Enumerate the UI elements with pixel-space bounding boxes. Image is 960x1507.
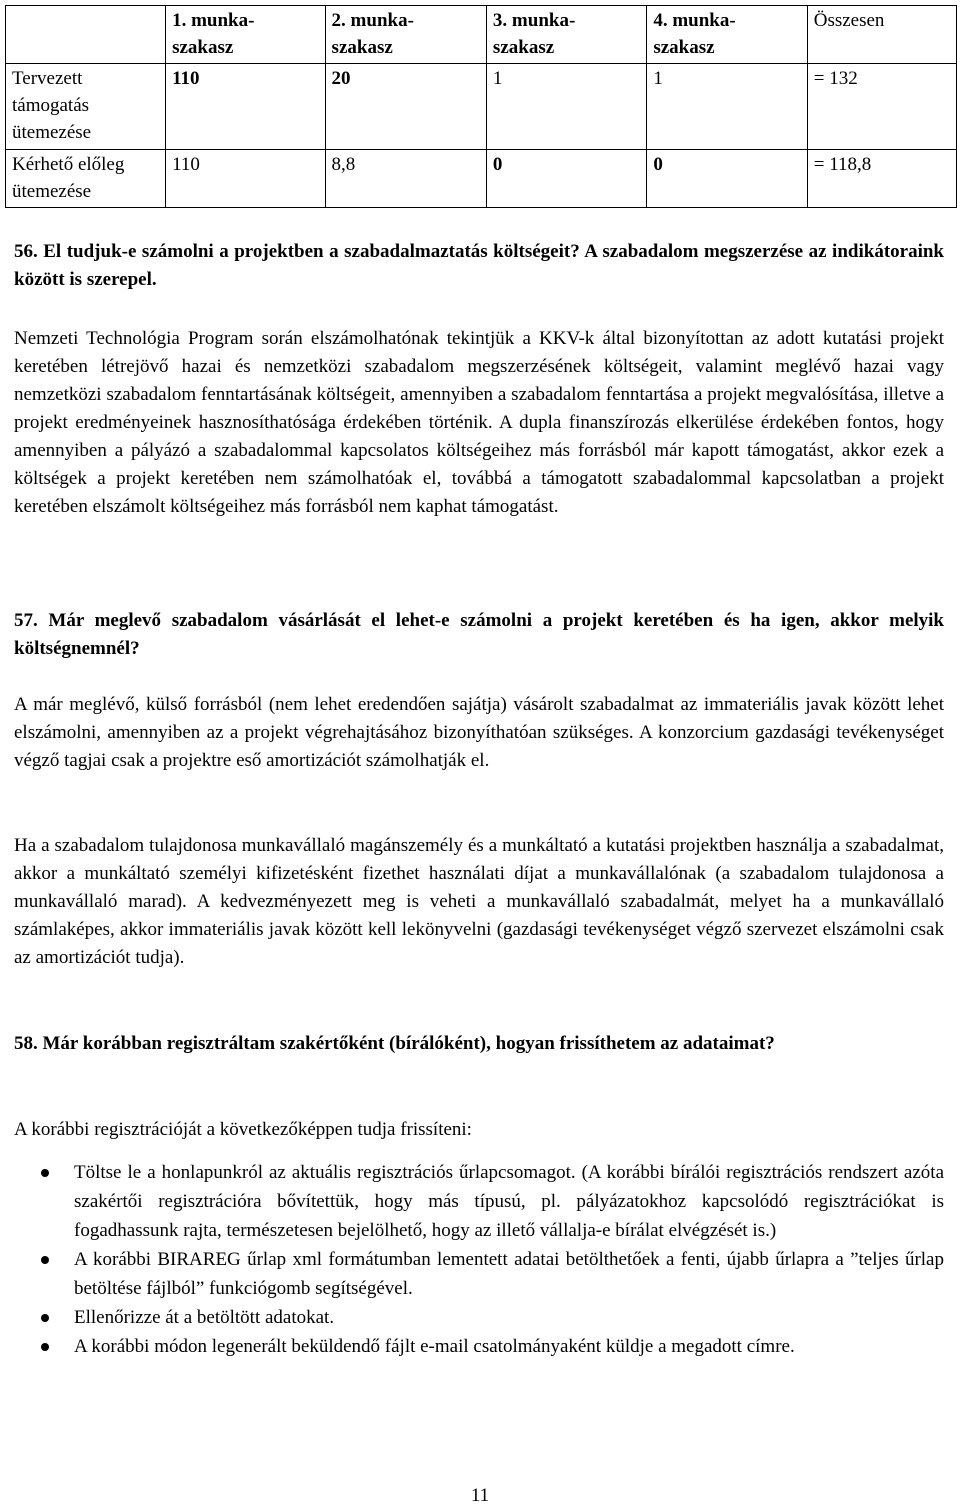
bullet-icon [41, 1314, 49, 1322]
table-header-cell: 1. munka- szakasz [166, 6, 325, 64]
table-cell: 8,8 [325, 150, 486, 208]
bullet-icon [41, 1256, 49, 1264]
table-row [6, 64, 957, 150]
table-cell: 0 [486, 150, 646, 208]
row-label: Tervezett támogatás ütemezése [6, 64, 166, 150]
instruction-list [14, 1158, 944, 1361]
question-58: 58. Már korábban regisztráltam szakértőként (bírálóként), hogyan frissíthetem az adataimat? [14, 1033, 775, 1054]
table-cell: 1 [647, 64, 807, 150]
page-number: 11 [470, 1485, 490, 1506]
table-cell: = 118,8 [807, 150, 956, 208]
answer-57-paragraph-1: A már meglévő, külső forrásból (nem lehet eredendően sajátja) vásárolt szabadalmat az immateriális javak között lehet elszámolni, amennyiben az a projekt végrehajtásához bizonyíthatóan szükséges. A konzorcium gazdasági tevékenységet végző tagjai csak a projektre eső amortizációt számolhatják el. [14, 694, 944, 771]
table-cell: 110 [166, 150, 325, 208]
table-cell: 20 [325, 64, 486, 150]
list-item [14, 1158, 944, 1245]
answer-57-paragraph-2: Ha a szabadalom tulajdonosa munkavállaló magánszemély és a munkáltató a kutatási projektben használja a szabadalmat, akkor a munkáltató személyi kifizetésként fizethet használati díjat a munkavállalónak (a szabadalom tulajdonosa a munkavállaló marad). A kedvezményezett meg is veheti a munkavállaló szabadalmát, melyet ha a munkavállaló számlaképes, akkor immateriális javak között kell lekönyvelni (gazdasági tevékenységet végző szervezet elszámolni csak az amortizációt tudja). [14, 835, 944, 968]
table-row [6, 150, 957, 208]
bullet-icon [41, 1343, 49, 1351]
list-item-text: Töltse le a honlapunkról az aktuális regisztrációs űrlapcsomagot. (A korábbi bírálói regisztrációs rendszert azóta szakértői regisztrációra bővítettük, hogy más típusú, pl. pályázatokhoz kapcsolódó regisztrációkat is fogadhassunk rajta, természetesen bejelölhető, hogy az illető vállalja-e bírálat elvégzését is.) [74, 1162, 944, 1241]
table-cell: 1 [486, 64, 646, 150]
list-item-text: Ellenőrizze át a betöltött adatokat. [74, 1307, 335, 1328]
schedule-table [5, 5, 957, 208]
list-item-text: A korábbi BIRAREG űrlap xml formátumban lementett adatai betölthetőek a fenti, újabb űrlapra a ”teljes űrlap betöltése fájlból” funkciógomb segítségével. [74, 1249, 944, 1299]
table-header-cell: 3. munka- szakasz [486, 6, 646, 64]
table-header-cell: 2. munka- szakasz [325, 6, 486, 64]
table-cell: 110 [166, 64, 325, 150]
answer-56: Nemzeti Technológia Program során elszámolhatónak tekintjük a KKV-k által bizonyítottan az adott kutatási projekt keretében létrejövő hazai és nemzetközi szabadalom megszerzésének költségeit, valamint meglévő hazai vagy nemzetközi szabadalom fenntartásának költségeit, amennyiben a szabadalom fenntartása a projekt megvalósítása, illetve a projekt eredményeinek hasznosíthatósága érdekében történik. A dupla finanszírozás elkerülése érdekében fontos, hogy amennyiben a pályázó a szabadalommal kapcsolatos költségeihez más forrásból már kapott támogatást, akkor ezek a költségek a projekt keretében nem számolhatóak el, továbbá a támogatott szabadalommal kapcsolatban a projekt keretében elszámolt költségeihez más forrásból nem kaphat támogatást. [14, 328, 944, 517]
table-header-cell: Összesen [807, 6, 956, 64]
table-cell: 0 [647, 150, 807, 208]
answer-58-intro: A korábbi regisztrációját a következőképpen tudja frissíteni: [14, 1119, 472, 1140]
list-item [14, 1332, 944, 1361]
list-item [14, 1245, 944, 1303]
bullet-icon [41, 1169, 49, 1177]
row-label: Kérhető előleg ütemezése [6, 150, 166, 208]
question-57: 57. Már meglevő szabadalom vásárlását el lehet-e számolni a projekt keretében és ha igen, akkor melyik költségnemnél? [14, 610, 944, 659]
question-56: 56. El tudjuk-e számolni a projektben a szabadalmaztatás költségeit? A szabadalom megszerzése az indikátoraink között is szerepel. [14, 241, 944, 290]
table-header-cell: 4. munka- szakasz [647, 6, 807, 64]
table-header-row [6, 6, 957, 64]
list-item-text: A korábbi módon legenerált beküldendő fájlt e-mail csatolmányaként küldje a megadott címre. [74, 1336, 795, 1357]
table-cell: = 132 [807, 64, 956, 150]
list-item [14, 1303, 944, 1332]
table-header-cell [6, 6, 166, 64]
